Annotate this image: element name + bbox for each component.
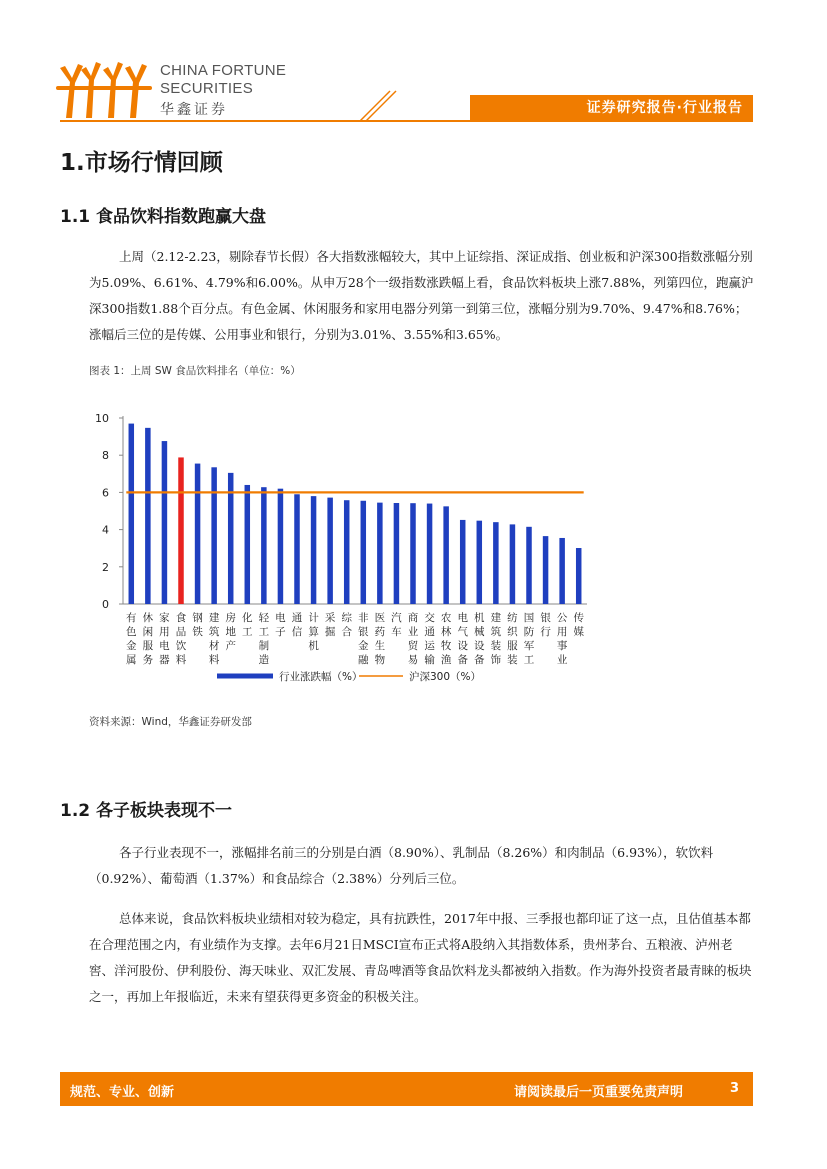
bar xyxy=(311,496,317,604)
figure-caption: 图表 1：上周 SW 食品饮料排名（单位：%） xyxy=(89,365,301,377)
x-tick-label: 传媒 xyxy=(573,612,584,638)
bar xyxy=(344,500,350,604)
bar xyxy=(245,485,251,604)
x-tick-label: 房地产 xyxy=(225,612,236,652)
x-tick-label: 综合 xyxy=(341,612,352,638)
brand-name-english-line2: SECURITIES xyxy=(160,80,254,97)
outlook-paragraph: 总体来说，食品饮料板块业绩相对较为稳定，具有抗跌性，2017年中报、三季报也都印证了这一点，且估值基本都在合理范围之内，有业绩作为支撑。去年6月21日MSCI宣布正式将A股纳入其指数体系，贵州茅台、五粮液、泸州老窖、洋河股份、伊利股份、海天味业、双汇发展、青岛啤酒等食品饮料龙头都被纳入指数。作为海外投资者最青睐的板块之一，再加上年报临近，未来有望获得更多资金的积极关注。 xyxy=(89,911,752,1004)
bar xyxy=(493,522,499,604)
bar xyxy=(477,521,483,604)
x-tick-label: 医药生物 xyxy=(374,612,386,666)
y-tick-label: 4 xyxy=(102,523,109,537)
x-tick-label: 家用电器 xyxy=(159,612,170,666)
bar xyxy=(129,424,135,604)
market-review-paragraph: 上周（2.12-2.23，剔除春节长假）各大指数涨幅较大，其中上证综指、深证成指、创业板和沪深300指数涨幅分别为5.09%、6.61%、4.79%和6.00%。从申万28个一级指数涨跌幅上看，食品饮料板块上涨7.88%，列第四位，跑赢沪深300指数1.88个百分点。有色金属、休闲服务和家用电器分列第一到第三位，涨幅分别为9.70%、9.47%和8.76%；涨幅后三位的是传媒、公用事业和银行，分别为3.01%、3.55%和3.65%。 xyxy=(89,249,754,342)
x-tick-label: 食品饮料 xyxy=(175,612,187,666)
x-tick-label: 计算机 xyxy=(308,612,319,652)
bar xyxy=(559,538,565,604)
bar xyxy=(211,467,217,604)
x-tick-label: 休闲服务 xyxy=(142,612,154,666)
bar xyxy=(162,441,168,604)
bar xyxy=(327,498,333,604)
x-tick-label: 电子 xyxy=(275,612,286,638)
x-tick-label: 钢铁 xyxy=(192,612,203,638)
y-tick-label: 0 xyxy=(102,598,109,611)
bar xyxy=(410,503,416,604)
bar xyxy=(195,464,201,604)
brand-name-english-line1: CHINA FORTUNE xyxy=(160,62,287,79)
x-tick-label: 商业贸易 xyxy=(407,612,419,666)
sector-ranking-chart xyxy=(89,404,609,704)
page-number: 3 xyxy=(729,1081,739,1096)
bar xyxy=(526,527,532,604)
report-type-tag: 证券研究报告·行业报告 xyxy=(470,95,753,121)
y-tick-label: 6 xyxy=(102,486,109,500)
bar xyxy=(460,520,466,604)
bar xyxy=(510,524,516,604)
subsector-paragraph: 各子行业表现不一，涨幅排名前三的分别是白酒（8.90%）、乳制品（8.26%）和肉制品（6.93%），软饮料（0.92%）、葡萄酒（1.37%）和食品综合（2.38%）分列后三位。 xyxy=(89,845,714,886)
figure-source: 资料来源：Wind，华鑫证券研发部 xyxy=(89,716,252,728)
bar xyxy=(377,503,383,604)
page-footer xyxy=(60,1072,753,1106)
y-tick-label: 2 xyxy=(102,560,109,574)
x-tick-label: 农林牧渔 xyxy=(440,612,452,666)
x-tick-label: 采掘 xyxy=(324,612,336,638)
x-tick-label: 化工 xyxy=(242,612,253,638)
x-tick-label: 机械设备 xyxy=(474,612,485,666)
subsection-title: 1.2 各子板块表现不一 xyxy=(60,801,233,821)
x-tick-label: 银行 xyxy=(540,612,551,638)
x-tick-label: 轻工制造 xyxy=(258,612,270,666)
company-logo-icon xyxy=(56,58,154,120)
bar xyxy=(178,457,184,604)
x-tick-label: 交通运输 xyxy=(424,612,435,666)
bar xyxy=(427,504,433,604)
y-tick-label: 10 xyxy=(95,412,109,425)
x-tick-label: 通信 xyxy=(291,612,303,638)
header-divider xyxy=(60,120,753,122)
x-tick-label: 非银金融 xyxy=(358,612,369,666)
bar xyxy=(261,487,267,604)
x-tick-label: 建筑材料 xyxy=(208,612,220,666)
subsection-title: 1.1 食品饮料指数跑赢大盘 xyxy=(60,207,267,227)
bar xyxy=(443,506,449,604)
section-title: 1.市场行情回顾 xyxy=(60,150,223,176)
bar xyxy=(576,548,582,604)
bar xyxy=(361,501,367,604)
x-tick-label: 国防军工 xyxy=(523,612,535,666)
y-tick-label: 8 xyxy=(102,449,109,463)
bar xyxy=(294,494,300,604)
brand-name-chinese: 华鑫证券 xyxy=(160,102,228,118)
bar xyxy=(145,428,151,604)
x-tick-label: 有色金属 xyxy=(126,612,137,666)
x-tick-label: 建筑装饰 xyxy=(490,612,502,666)
x-tick-label: 公用事业 xyxy=(556,612,568,666)
footer-slogan: 规范、专业、创新 xyxy=(70,1085,175,1100)
bar xyxy=(394,503,400,604)
legend-label: 沪深300（%） xyxy=(409,671,482,683)
bar xyxy=(278,489,284,604)
header-slash-decoration xyxy=(352,90,402,122)
x-tick-label: 纺织服装 xyxy=(507,612,518,666)
legend-label: 行业涨跌幅（%） xyxy=(279,671,363,683)
x-tick-label: 汽车 xyxy=(391,612,402,638)
bar xyxy=(543,536,549,604)
footer-disclaimer-note: 请阅读最后一页重要免责声明 xyxy=(513,1085,683,1100)
x-tick-label: 电气设备 xyxy=(457,612,468,666)
